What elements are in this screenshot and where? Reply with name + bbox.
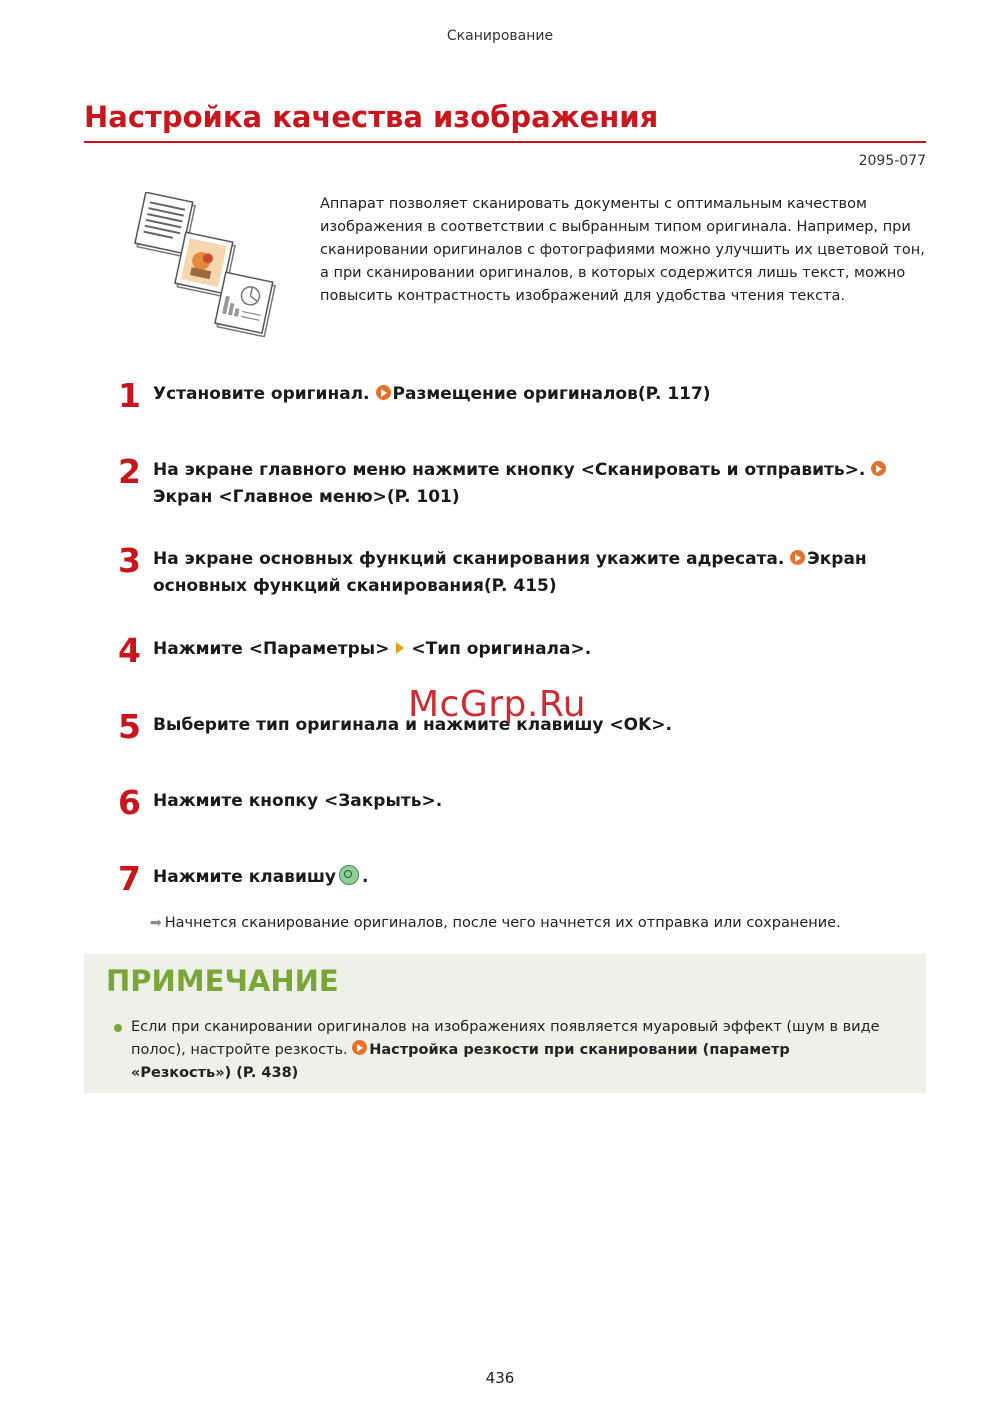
diagram-document-icon bbox=[214, 272, 275, 336]
step-number: 2 bbox=[118, 452, 141, 491]
link-arrow-icon bbox=[376, 385, 391, 400]
link-label: Настройка резкости при сканировании (параметр «Резкость») (P. 438) bbox=[131, 1042, 790, 1081]
watermark: McGrp.Ru bbox=[408, 684, 587, 725]
note-text bbox=[131, 1016, 891, 1085]
link-label: Экран основных функций сканирования(P. 415) bbox=[153, 549, 867, 596]
document-code: 2095-077 bbox=[858, 153, 926, 169]
title-divider bbox=[84, 141, 926, 143]
link-arrow-icon bbox=[790, 550, 805, 565]
result-arrow-icon: ➡ bbox=[150, 915, 162, 931]
result-text: Начнется сканирование оригиналов, после чего начнется их отправка или сохранение. bbox=[164, 915, 841, 931]
step-text bbox=[153, 546, 933, 600]
step-instruction: Установите оригинал. bbox=[153, 384, 370, 404]
step-text bbox=[153, 457, 933, 511]
step-instruction: Нажмите клавишу bbox=[153, 867, 336, 887]
link-arrow-icon bbox=[871, 461, 886, 476]
step-instruction: Нажмите кнопку <Закрыть>. bbox=[153, 791, 443, 811]
page-number: 436 bbox=[485, 1369, 515, 1387]
cross-reference-link[interactable] bbox=[376, 384, 711, 404]
originals-types-icon bbox=[130, 192, 280, 337]
bullet-icon bbox=[114, 1024, 122, 1032]
link-label: Экран <Главное меню>(P. 101) bbox=[153, 487, 460, 507]
step-result bbox=[150, 915, 841, 931]
running-head: Сканирование bbox=[446, 28, 554, 44]
step-text bbox=[153, 788, 933, 815]
link-label: Размещение оригиналов(P. 117) bbox=[392, 384, 711, 404]
step-number: 5 bbox=[118, 707, 141, 746]
link-arrow-icon bbox=[352, 1040, 367, 1055]
note-box bbox=[84, 954, 926, 1093]
step-number: 4 bbox=[118, 631, 141, 670]
intro-paragraph: Аппарат позволяет сканировать документы с оптимальным качеством изображения в соответствии с выбранным типом оригинала. Например, при сканировании оригиналов с фотографиями можно улучшить их цветовой тон, а при сканировании оригиналов, в которых содержится лишь текст, можно повысить контрастность изображений для удобства чтения текста. bbox=[320, 196, 925, 304]
step-instruction-continued: <Тип оригинала>. bbox=[411, 639, 592, 659]
note-body: Если при сканировании оригиналов на изображениях появляется муаровый эффект (шум в виде полос), настройте резкость. bbox=[131, 1019, 880, 1058]
step-text bbox=[153, 636, 933, 663]
step-instruction: Выберите тип оригинала и нажмите клавишу <OK>. bbox=[153, 715, 672, 735]
menu-path-arrow-icon bbox=[396, 642, 404, 654]
start-key-icon bbox=[339, 865, 359, 885]
page-title: Настройка качества изображения bbox=[84, 100, 659, 134]
step-instruction: На экране основных функций сканирования укажите адресата. bbox=[153, 549, 785, 569]
step-instruction: Нажмите <Параметры> bbox=[153, 639, 390, 659]
step-number: 1 bbox=[118, 376, 141, 415]
step-instruction: На экране главного меню нажмите кнопку <Сканировать и отправить>. bbox=[153, 460, 866, 480]
note-title: ПРИМЕЧАНИЕ bbox=[106, 964, 339, 998]
step-number: 7 bbox=[118, 859, 141, 898]
step-number: 6 bbox=[118, 783, 141, 822]
step-text bbox=[153, 864, 933, 891]
step-text bbox=[153, 381, 933, 408]
step-number: 3 bbox=[118, 541, 141, 580]
step-instruction-end: . bbox=[362, 867, 369, 887]
